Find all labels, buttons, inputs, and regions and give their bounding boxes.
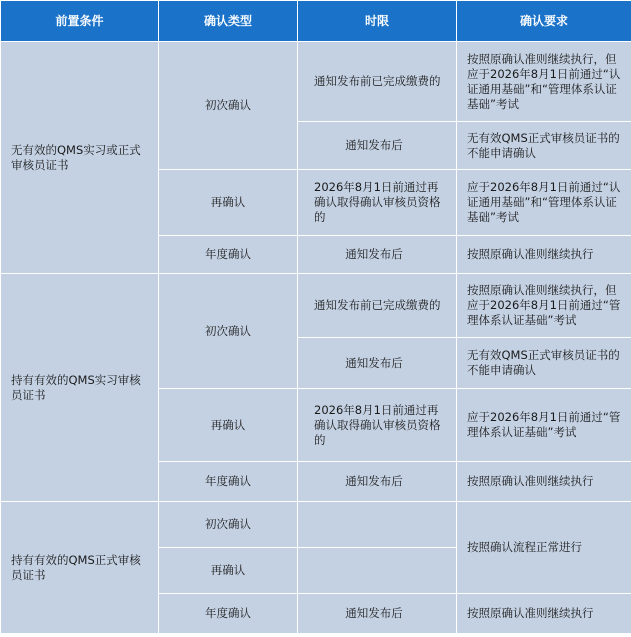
requirement-cell: 无有效QMS正式审核员证书的不能申请确认 — [457, 338, 631, 389]
header-requirement: 确认要求 — [457, 1, 631, 42]
requirement-cell: 按照确认流程正常进行 — [457, 502, 631, 594]
time-limit-cell: 通知发布后 — [298, 122, 457, 170]
confirm-type-cell: 初次确认 — [159, 502, 298, 548]
precondition-cell: 持有有效的QMS实习审核员证书 — [1, 274, 159, 502]
header-time-limit: 时限 — [298, 1, 457, 42]
time-limit-cell: 通知发布前已完成缴费的 — [298, 42, 457, 122]
time-limit-cell: 2026年8月1日前通过再确认取得确认审核员资格的 — [298, 170, 457, 236]
confirm-type-cell: 再确认 — [159, 389, 298, 462]
confirm-type-cell: 年度确认 — [159, 236, 298, 274]
precondition-cell: 无有效的QMS实习或正式审核员证书 — [1, 42, 159, 274]
time-limit-cell: 通知发布后 — [298, 594, 457, 634]
requirement-cell: 无有效QMS正式审核员证书的不能申请确认 — [457, 122, 631, 170]
requirement-cell: 按照原确认准则继续执行，但应于2026年8月1日前通过“认证通用基础”和“管理体系认证基础”考试 — [457, 42, 631, 122]
confirm-type-cell: 初次确认 — [159, 42, 298, 170]
time-limit-cell: 通知发布后 — [298, 338, 457, 389]
confirm-type-cell: 再确认 — [159, 170, 298, 236]
time-limit-cell: 通知发布后 — [298, 462, 457, 502]
header-confirm-type: 确认类型 — [159, 1, 298, 42]
requirement-cell: 按照原确认准则继续执行 — [457, 236, 631, 274]
header-precondition: 前置条件 — [1, 1, 159, 42]
table-row — [1, 42, 631, 122]
time-limit-cell — [298, 502, 457, 548]
confirm-type-cell: 年度确认 — [159, 462, 298, 502]
requirement-cell: 应于2026年8月1日前通过“认证通用基础”和“管理体系认证基础”考试 — [457, 170, 631, 236]
time-limit-cell: 通知发布前已完成缴费的 — [298, 274, 457, 338]
time-limit-cell: 2026年8月1日前通过再确认取得确认审核员资格的 — [298, 389, 457, 462]
time-limit-cell: 通知发布后 — [298, 236, 457, 274]
requirement-cell: 按照原确认准则继续执行 — [457, 594, 631, 634]
header-row — [1, 1, 631, 42]
time-limit-cell — [298, 548, 457, 594]
confirm-type-cell: 初次确认 — [159, 274, 298, 389]
requirement-cell: 按照原确认准则继续执行，但应于2026年8月1日前通过“管理体系认证基础”考试 — [457, 274, 631, 338]
table-row — [1, 274, 631, 338]
confirm-type-cell: 再确认 — [159, 548, 298, 594]
confirm-type-cell: 年度确认 — [159, 594, 298, 634]
table-row — [1, 502, 631, 548]
precondition-cell: 持有有效的QMS正式审核员证书 — [1, 502, 159, 634]
requirement-cell: 应于2026年8月1日前通过“管理体系认证基础”考试 — [457, 389, 631, 462]
requirement-cell: 按照原确认准则继续执行 — [457, 462, 631, 502]
